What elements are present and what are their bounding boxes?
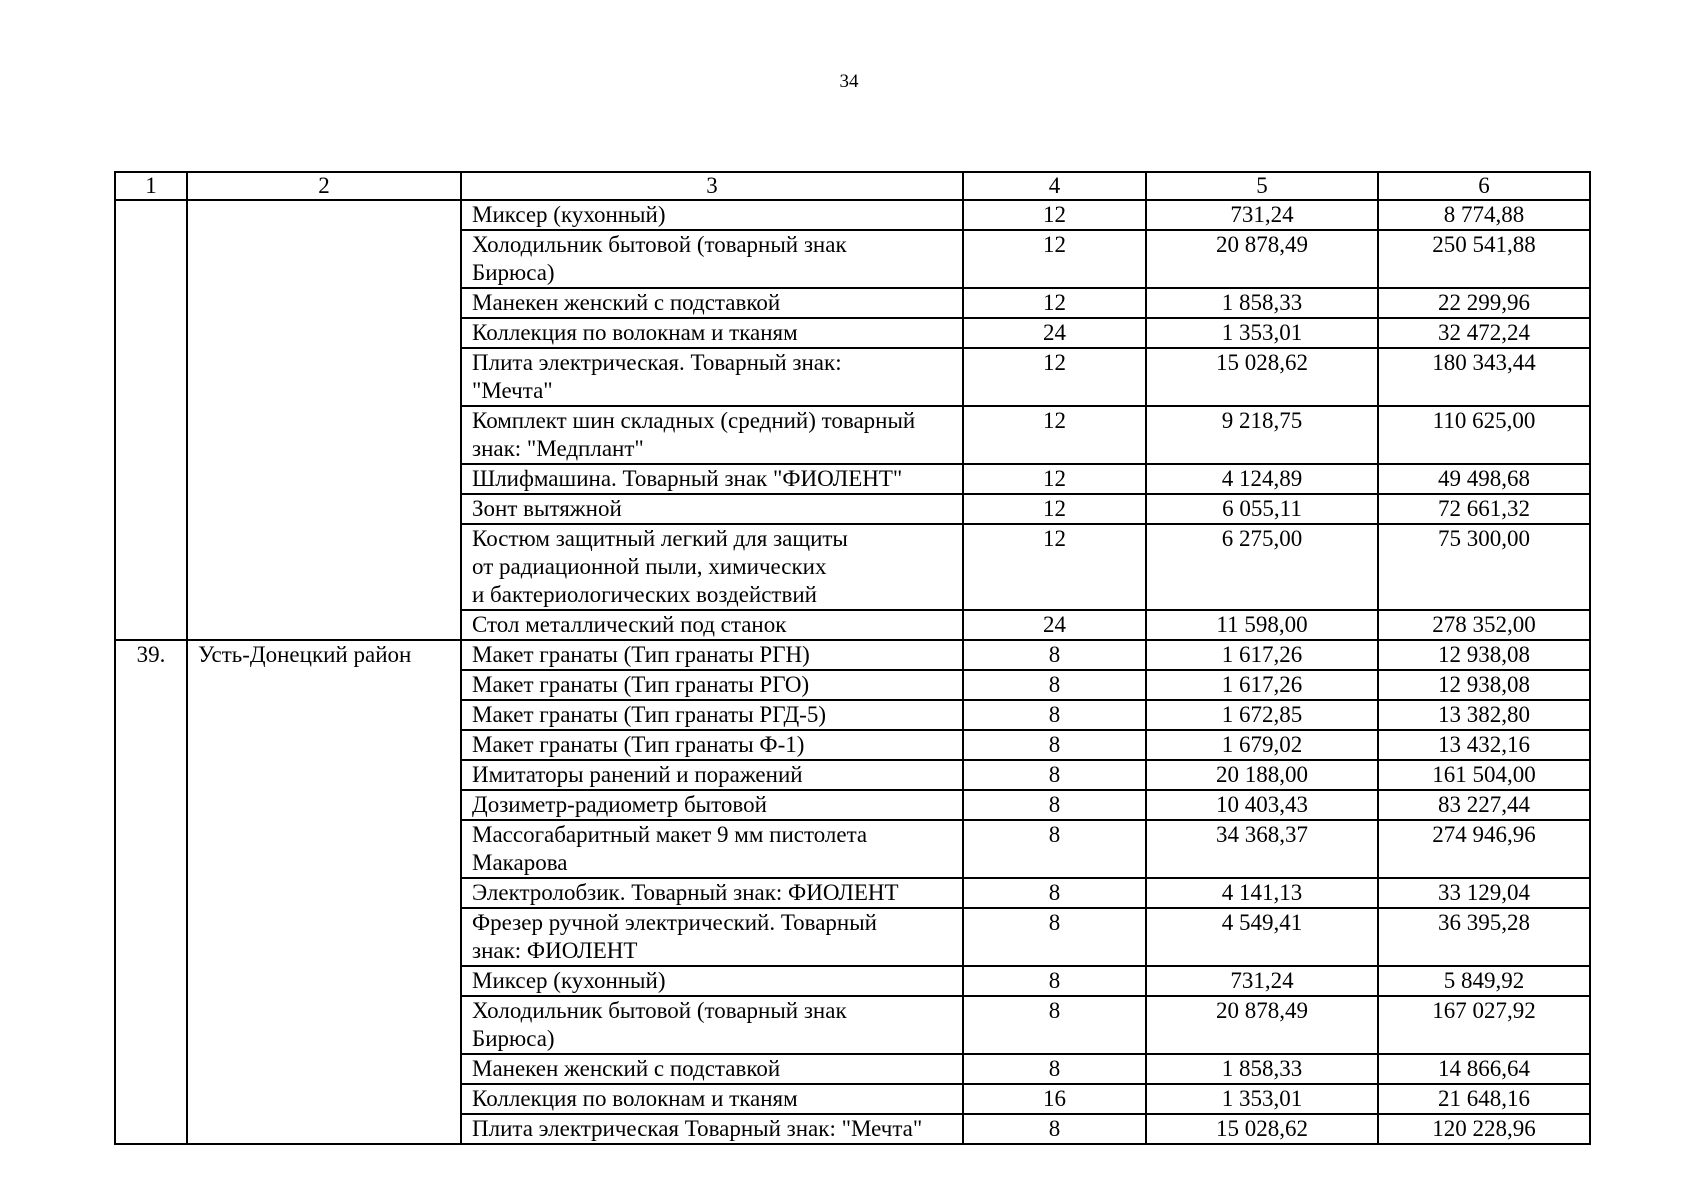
item-name-cell: Манекен женский с подставкой [461, 288, 963, 318]
total-cell: 250 541,88 [1378, 230, 1590, 288]
empty-number-cell [115, 464, 187, 494]
empty-district-cell [187, 288, 461, 318]
item-name-cell: Макет гранаты (Тип гранаты РГО) [461, 670, 963, 700]
unit-price-cell: 1 672,85 [1146, 700, 1378, 730]
item-name-cell: Стол металлический под станок [461, 610, 963, 640]
total-cell: 167 027,92 [1378, 996, 1590, 1054]
empty-number-cell [115, 610, 187, 640]
total-cell: 32 472,24 [1378, 318, 1590, 348]
total-cell: 8 774,88 [1378, 200, 1590, 230]
item-name-cell: Зонт вытяжной [461, 494, 963, 524]
total-cell: 110 625,00 [1378, 406, 1590, 464]
empty-district-cell [187, 406, 461, 464]
item-name-cell: Макет гранаты (Тип гранаты РГД-5) [461, 700, 963, 730]
quantity-cell: 12 [963, 464, 1146, 494]
unit-price-cell: 15 028,62 [1146, 1114, 1378, 1144]
item-name-cell: Макет гранаты (Тип гранаты РГН) [461, 640, 963, 670]
empty-number-cell [115, 348, 187, 406]
quantity-cell: 8 [963, 670, 1146, 700]
quantity-cell: 8 [963, 908, 1146, 966]
unit-price-cell: 20 878,49 [1146, 996, 1378, 1054]
quantity-cell: 24 [963, 610, 1146, 640]
item-name-cell: Миксер (кухонный) [461, 200, 963, 230]
item-name-cell: Фрезер ручной электрический. Товарный знак: ФИОЛЕНТ [461, 908, 963, 966]
item-name-cell: Коллекция по волокнам и тканям [461, 1084, 963, 1114]
page-number: 34 [839, 71, 859, 92]
header-col-1: 1 [115, 172, 187, 200]
quantity-cell: 8 [963, 996, 1146, 1054]
empty-number-cell [115, 524, 187, 610]
empty-district-cell [187, 464, 461, 494]
price-table [114, 171, 1591, 1145]
quantity-cell: 8 [963, 640, 1146, 670]
unit-price-cell: 4 549,41 [1146, 908, 1378, 966]
total-cell: 120 228,96 [1378, 1114, 1590, 1144]
unit-price-cell: 15 028,62 [1146, 348, 1378, 406]
empty-district-cell [187, 610, 461, 640]
unit-price-cell: 10 403,43 [1146, 790, 1378, 820]
header-col-2: 2 [187, 172, 461, 200]
table-row [115, 406, 1590, 464]
table-header-row [115, 172, 1590, 200]
quantity-cell: 12 [963, 230, 1146, 288]
item-name-cell: Плита электрическая. Товарный знак: "Мечта" [461, 348, 963, 406]
table-row [115, 348, 1590, 406]
quantity-cell: 8 [963, 966, 1146, 996]
total-cell: 36 395,28 [1378, 908, 1590, 966]
item-name-cell: Костюм защитный легкий для защиты от радиационной пыли, химических и бактериологических воздействий [461, 524, 963, 610]
total-cell: 83 227,44 [1378, 790, 1590, 820]
unit-price-cell: 1 617,26 [1146, 670, 1378, 700]
header-col-4: 4 [963, 172, 1146, 200]
empty-number-cell [115, 406, 187, 464]
total-cell: 278 352,00 [1378, 610, 1590, 640]
quantity-cell: 8 [963, 790, 1146, 820]
total-cell: 12 938,08 [1378, 670, 1590, 700]
total-cell: 13 382,80 [1378, 700, 1590, 730]
empty-number-cell [115, 494, 187, 524]
unit-price-cell: 6 055,11 [1146, 494, 1378, 524]
item-name-cell: Комплект шин складных (средний) товарный знак: "Медплант" [461, 406, 963, 464]
header-col-3: 3 [461, 172, 963, 200]
item-name-cell: Холодильник бытовой (товарный знак Бирюса) [461, 230, 963, 288]
unit-price-cell: 20 188,00 [1146, 760, 1378, 790]
unit-price-cell: 34 368,37 [1146, 820, 1378, 878]
item-name-cell: Макет гранаты (Тип гранаты Ф-1) [461, 730, 963, 760]
quantity-cell: 12 [963, 524, 1146, 610]
total-cell: 49 498,68 [1378, 464, 1590, 494]
unit-price-cell: 1 679,02 [1146, 730, 1378, 760]
total-cell: 5 849,92 [1378, 966, 1590, 996]
item-name-cell: Плита электрическая Товарный знак: "Мечта" [461, 1114, 963, 1144]
total-cell: 274 946,96 [1378, 820, 1590, 878]
total-cell: 13 432,16 [1378, 730, 1590, 760]
table-row [115, 610, 1590, 640]
unit-price-cell: 20 878,49 [1146, 230, 1378, 288]
header-col-5: 5 [1146, 172, 1378, 200]
section-number-cell: 39. [115, 640, 187, 1144]
empty-number-cell [115, 200, 187, 230]
empty-number-cell [115, 288, 187, 318]
quantity-cell: 12 [963, 406, 1146, 464]
quantity-cell: 8 [963, 760, 1146, 790]
total-cell: 22 299,96 [1378, 288, 1590, 318]
unit-price-cell: 4 141,13 [1146, 878, 1378, 908]
item-name-cell: Холодильник бытовой (товарный знак Бирюса) [461, 996, 963, 1054]
quantity-cell: 8 [963, 1054, 1146, 1084]
unit-price-cell: 9 218,75 [1146, 406, 1378, 464]
table-body [115, 172, 1590, 1144]
item-name-cell: Миксер (кухонный) [461, 966, 963, 996]
table-row [115, 464, 1590, 494]
total-cell: 21 648,16 [1378, 1084, 1590, 1114]
header-col-6: 6 [1378, 172, 1590, 200]
quantity-cell: 12 [963, 200, 1146, 230]
quantity-cell: 8 [963, 700, 1146, 730]
table-row [115, 318, 1590, 348]
quantity-cell: 8 [963, 878, 1146, 908]
empty-number-cell [115, 318, 187, 348]
quantity-cell: 12 [963, 288, 1146, 318]
total-cell: 72 661,32 [1378, 494, 1590, 524]
total-cell: 161 504,00 [1378, 760, 1590, 790]
table-row [115, 494, 1590, 524]
unit-price-cell: 1 858,33 [1146, 288, 1378, 318]
item-name-cell: Манекен женский с подставкой [461, 1054, 963, 1084]
table-row [115, 230, 1590, 288]
unit-price-cell: 4 124,89 [1146, 464, 1378, 494]
item-name-cell: Имитаторы ранений и поражений [461, 760, 963, 790]
empty-district-cell [187, 524, 461, 610]
item-name-cell: Коллекция по волокнам и тканям [461, 318, 963, 348]
quantity-cell: 8 [963, 1114, 1146, 1144]
quantity-cell: 12 [963, 348, 1146, 406]
unit-price-cell: 1 858,33 [1146, 1054, 1378, 1084]
total-cell: 14 866,64 [1378, 1054, 1590, 1084]
item-name-cell: Электролобзик. Товарный знак: ФИОЛЕНТ [461, 878, 963, 908]
unit-price-cell: 1 353,01 [1146, 318, 1378, 348]
unit-price-cell: 11 598,00 [1146, 610, 1378, 640]
empty-district-cell [187, 200, 461, 230]
unit-price-cell: 1 617,26 [1146, 640, 1378, 670]
unit-price-cell: 731,24 [1146, 200, 1378, 230]
empty-district-cell [187, 230, 461, 288]
table-row [115, 640, 1590, 670]
table-row [115, 288, 1590, 318]
empty-district-cell [187, 348, 461, 406]
item-name-cell: Массогабаритный макет 9 мм пистолета Макарова [461, 820, 963, 878]
total-cell: 12 938,08 [1378, 640, 1590, 670]
empty-number-cell [115, 230, 187, 288]
unit-price-cell: 1 353,01 [1146, 1084, 1378, 1114]
unit-price-cell: 6 275,00 [1146, 524, 1378, 610]
table-row [115, 200, 1590, 230]
quantity-cell: 16 [963, 1084, 1146, 1114]
district-name-cell: Усть-Донецкий район [187, 640, 461, 1144]
total-cell: 33 129,04 [1378, 878, 1590, 908]
unit-price-cell: 731,24 [1146, 966, 1378, 996]
empty-district-cell [187, 494, 461, 524]
item-name-cell: Дозиметр-радиометр бытовой [461, 790, 963, 820]
quantity-cell: 12 [963, 494, 1146, 524]
quantity-cell: 8 [963, 730, 1146, 760]
total-cell: 75 300,00 [1378, 524, 1590, 610]
empty-district-cell [187, 318, 461, 348]
item-name-cell: Шлифмашина. Товарный знак "ФИОЛЕНТ" [461, 464, 963, 494]
table-row [115, 524, 1590, 610]
quantity-cell: 8 [963, 820, 1146, 878]
quantity-cell: 24 [963, 318, 1146, 348]
total-cell: 180 343,44 [1378, 348, 1590, 406]
